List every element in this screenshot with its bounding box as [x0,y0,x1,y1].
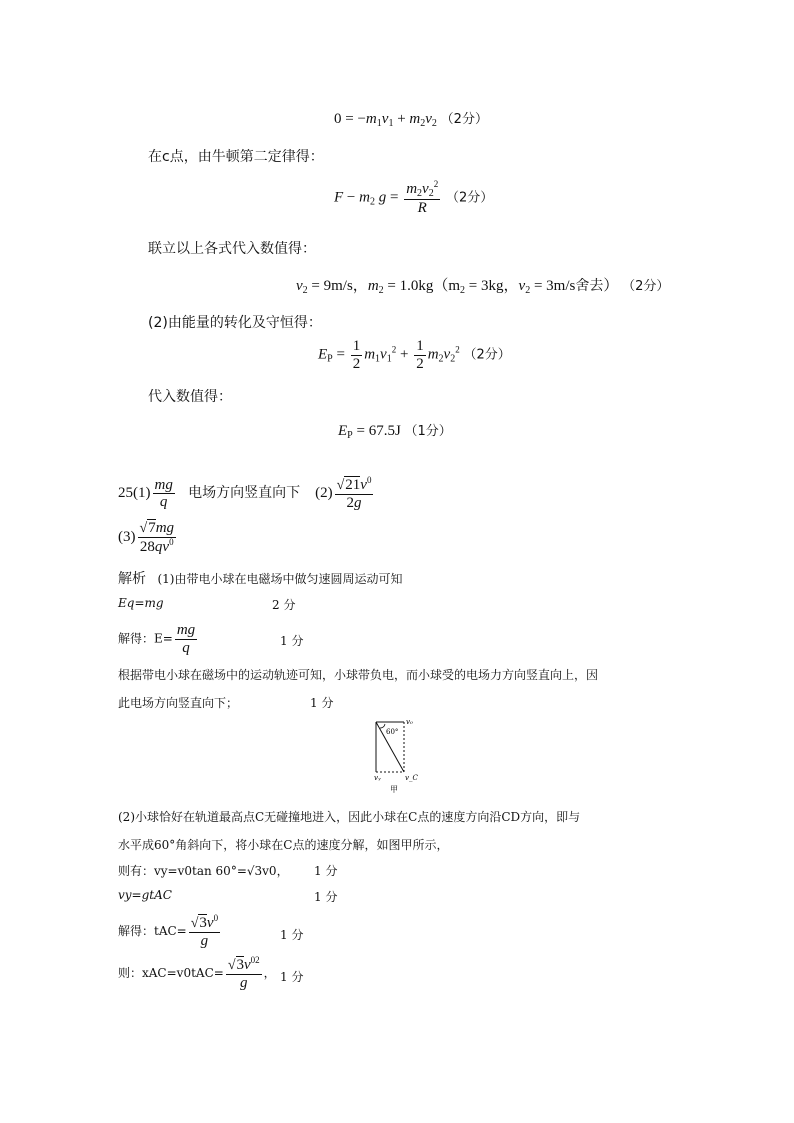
figure-caption: 甲 [390,785,398,794]
vy-label: vᵧ [374,774,381,782]
analysis-line-8: 则有：vy=v0tan 60°=√3v0， 1 分 [118,864,338,878]
score: （2分） [445,190,494,206]
vc-label: v_C [405,774,418,782]
text-c-point: 在c点，由牛顿第二定律得： [148,149,324,165]
analysis-line-3: 解得：E= $\frac{mg}{q}$ 1 分 [118,622,304,656]
equation-results: $v_2 = 9m/s$，$m_2 = 1.0kg(m_2 = 3kg$，$v_2 = 3m/s$舍去） （2分） [296,278,670,296]
text-substitute-1: 联立以上各式代入数值得： [148,241,316,257]
answer-25: 25(1) $\frac{mg}{q}$ 电场方向竖直向下 (2) $\frac{√21v^0}{2g}$ [118,475,372,511]
velocity-decomposition-figure [366,714,426,796]
score: （2分） [622,279,670,294]
equation-energy: $E_P$ = $\frac{1}{2}$ $m_1v_1^2$ + $\frac{1}{2}$ $m_2v_2^2$ （2分） [318,338,511,372]
analysis-line-5: 此电场方向竖直向下； 1 分 [118,696,334,710]
field-direction: 电场方向竖直向下 [188,484,301,501]
score: （1分） [404,424,452,439]
angle-label: 60° [386,728,399,736]
equation-newton: $F - m_2$ g = $\frac{m_2v_2^2}{R}$ （2分） [334,179,494,216]
analysis-line-1: 解析 (1)由带电小球在电磁场中做匀速圆周运动可知 [118,571,403,587]
answer-25-3: (3) $\frac{√7mg}{28qv^0}$ [118,520,175,555]
score: （2分） [463,347,511,363]
analysis-line-9: vy=gtAC 1 分 [118,888,338,904]
analysis-line-10: 解得：tAC= $\frac{√3v^0}{g}$ 1 分 [118,913,304,949]
text-substitute-2: 代入数值得： [148,389,232,405]
score: （2分） [440,112,488,127]
analysis-line-4: 根据带电小球在磁场中的运动轨迹可知，小球带负电，而小球受的电场力方向竖直向上，因 [118,668,599,682]
analysis-line-6: (2)小球恰好在轨道最高点C无碰撞地进入，因此小球在C点的速度方向沿CD方向，即与 [118,810,581,824]
v0-label: v₀ [406,718,413,726]
analysis-line-7: 水平成60°角斜向下，将小球在C点的速度分解，如图甲所示， [118,838,449,852]
analysis-line-2: Eq=mg 2 分 [118,596,296,612]
analysis-line-11: 则：xAC=v0tAC= $\frac{√3v^{02}}{g}$ ， 1 分 [118,955,304,991]
equation-ep: $E_P = 67.5J$ （1分） [338,423,452,441]
equation-momentum: $0 = -m_1v_1 + m_2v_2$ （2分） [334,111,488,129]
text-energy: (2)由能量的转化及守恒得： [148,315,322,331]
